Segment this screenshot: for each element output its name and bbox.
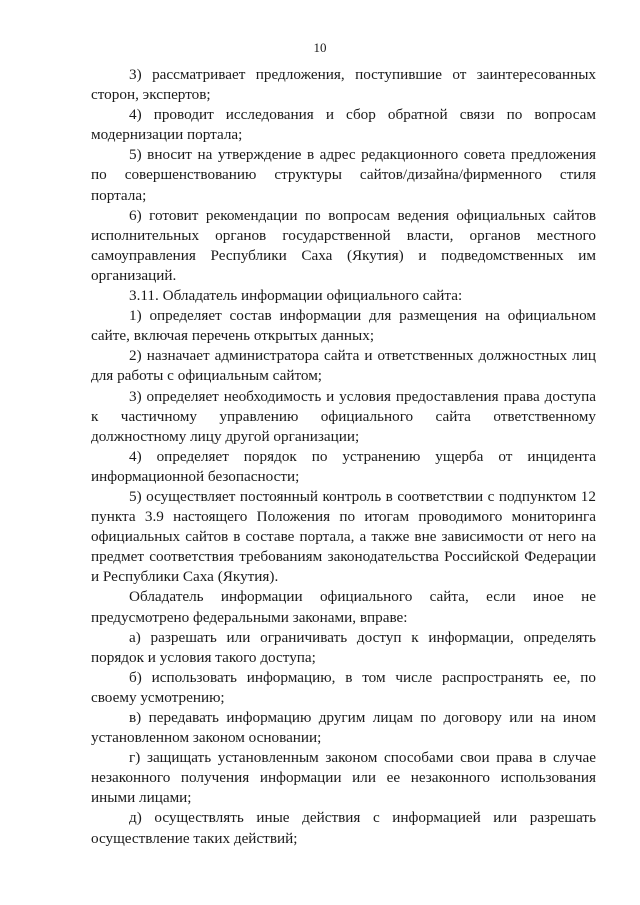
paragraph-owner-1: 1) определяет состав информации для размещения на официальном сайте, включая перечень открытых данных; (91, 307, 596, 345)
paragraph-right-b: б) использовать информацию, в том числе распространять ее, по своему усмотрению; (91, 668, 596, 706)
paragraph-item-4: 4) проводит исследования и сбор обратной связи по вопросам модернизации портала; (91, 106, 596, 144)
paragraph-owner-rights-intro: Обладатель информации официального сайта, если иное не предусмотрено федеральными законами, вправе: (91, 588, 596, 626)
paragraph-item-6: 6) готовит рекомендации по вопросам ведения официальных сайтов исполнительных органов государственной власти, органов местного самоуправления Республики Саха (Якутия) и подведомственных им организаций. (91, 206, 596, 284)
paragraph-right-g: г) защищать установленным законом способами свои права в случае незаконного получения информации или ее незаконного использования иными лицами; (91, 749, 596, 807)
paragraph-owner-2: 2) назначает администратора сайта и ответственных должностных лиц для работы с официальным сайтом; (91, 347, 596, 385)
paragraph-item-5: 5) вносит на утверждение в адрес редакционного совета предложения по совершенствованию структуры сайтов/дизайна/фирменного стиля портала; (91, 146, 596, 204)
paragraph-right-d: д) осуществлять иные действия с информацией или разрешать осуществление таких действий; (91, 809, 596, 847)
paragraph-owner-5: 5) осуществляет постоянный контроль в соответствии с подпунктом 12 пункта 3.9 настоящего Положения по итогам проводимого мониторинга официальных сайтов в составе портала, а также вне зависимости от него на предмет соответствия требованиям законодательства Российской Федерации и Республики Саха (Якутия). (91, 487, 596, 586)
document-body (91, 65, 596, 849)
section-heading-3-11: 3.11. Обладатель информации официального сайта: (129, 287, 463, 305)
page-number: 10 (313, 40, 327, 55)
paragraph-owner-4: 4) определяет порядок по устранению ущерба от инцидента информационной безопасности; (91, 447, 596, 485)
paragraph-owner-3: 3) определяет необходимость и условия предоставления права доступа к частичному управлению официального сайта ответственному должностному лицу другой организации; (91, 387, 596, 445)
paragraph-right-a: а) разрешать или ограничивать доступ к информации, определять порядок и условия такого доступа; (91, 628, 596, 666)
paragraph-item-3: 3) рассматривает предложения, поступившие от заинтересованных сторон, экспертов; (91, 66, 596, 104)
paragraph-right-v: в) передавать информацию другим лицам по договору или на ином установленном законом основании; (91, 709, 596, 747)
